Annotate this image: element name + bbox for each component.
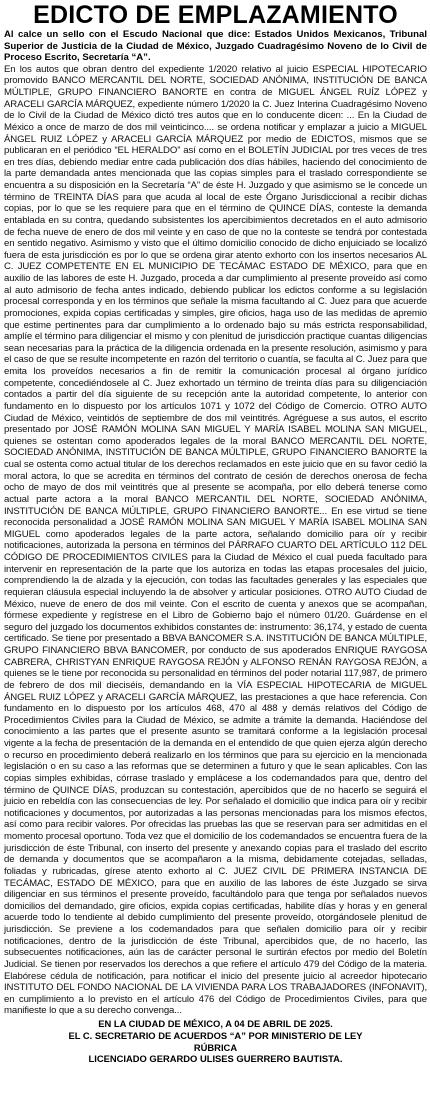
- footer-signer-name: LICENCIADO GERARDO ULISES GUERRERO BAUTISTA.: [88, 1053, 343, 1065]
- footer-signer-role: EL C. SECRETARIO DE ACUERDOS “A” POR MINISTERIO DE LEY: [68, 1029, 363, 1041]
- notice-body: En los autos que obran dentro del expediente 1/2020 relativo al juicio ESPECIAL HIPOTECARIO promovido BANCO MERCANTIL DEL NORTE, SOCIEDAD ANÓNIMA, INSTITUCIÓN DE BANCA MÚLTIPLE, GRUPO FINANCIERO BANORTE en contra de MIGUEL ÁNGEL RUÍZ LÓPEZ y ARACELI GARCÍA MÁRQUEZ, expediente número 1/2020 la C. Juez Interina Cuadragésimo Noveno de lo Civil de la Ciudad de México dictó tres autos que en lo conducente dicen: ... En la Ciudad de México a once de marzo de dos mil veinticinco.... se ordena notificar y emplazar a juicio a MIGUEL ÁNGEL RUIZ LÓPEZ y ARACELI GARCÍA MÁRQUEZ por medio de EDICTOS, mismos que se publicaran en el periódico “EL HERALDO” así como en el BOLETÍN JUDICIAL por tres veces de tres en tres días, debiendo mediar entre cada publicación dos días hábiles, haciendo del conocimiento de la parte demandada antes mencionada que las copias simples para el traslado correspondiente se encuentra a su disposición en la Secretaría “A” de éste H. Juzgado y que asimismo se le concede un término de TREINTA DÍAS para que acuda al local de este Órgano Jurisdiccional a recibir dichas copias, por lo que se les requiere para que en el término de QUINCE DÍAS, conteste la demanda entablada en su contra, quedando subsistentes los apercibimientos decretados en el auto admisorio de fecha nueve de enero de dos mil veinte y en caso de que no la conteste se tendrá por contestada en sentido negativo. Asimismo y visto que el último domicilio conocido de dicho enjuiciado se localizó fuera de esta jurisdicción es por lo que se ordena girar atento exhorto con los insertos necesarios AL C. JUEZ COMPETENTE EN EL MUNICIPIO DE TECÁMAC ESTADO DE MÉXICO, para que en auxilio de las labores de este H. Juzgado, proceda a dar cumplimiento al presente proveído así como al auto admisorio de fecha antes indicado, debiendo publicar los edictos conforme a su legislación procesal corresponda y en los términos que señale la misma facultando al C. Juez para que acuerde promociones, expida copias certificadas y simples, gire oficios, haga uso de las medidas de apremio que estime pertinentes para dar cumplimiento a lo ordenado bajo su más estricta responsabilidad, amplíe el término para diligenciar el mismo y con plenitud de jurisdicción practique cuantas diligencias sean necesarias para la práctica de la diligencia ordenada en la presente resolución, asimismo y para el caso de que se resulte incompetente en razón del territorio o cuantía, se faculta al C. Juez para que emita los proveídos necesarios a fin de remitir la comunicación procesal al órgano jurídico competente, concediéndosele al C. Juez exhortado un término de treinta días para su diligenciación contados a partir del día siguiente de su recepción ante la autoridad competente, lo anterior con fundamento en lo dispuesto por los artículos 1071 y 1072 del Código de Comercio. OTRO AUTO Ciudad de México, veintidós de septiembre de dos mil veintitrés. Agréguese a sus autos, el escrito presentado por JOSÉ RAMÓN MOLINA SAN MIGUEL Y MARÍA ISABEL MOLINA SAN MIGUEL, quienes se ostentan como apoderados legales de la moral BANCO MERCANTIL DEL NORTE, SOCIEDAD ANÓNIMA, INSTITUCIÓN DE BANCA MÚLTIPLE, GRUPO FINANCIERO BANORTE la cual se ostenta como actual titular de los derechos reclamados en este juicio que en su favor cedió la moral actora, lo que se acredita en términos del contrato de cesión de derechos onerosa de fecha ocho de mayo de dos mil veintitrés que al presente se acompaña, por ello deberá tenerse como actual parte actora a la moral BANCO MERCANTIL DEL NORTE, SOCIEDAD ANÓNIMA, INSTITUCIÓN DE BANCA MÚLTIPLE, GRUPO FINANCIERO BANORTE... En ese virtud se tiene reconocida personalidad a JOSÉ RAMÓN MOLINA SAN MIGUEL Y MARÍA ISABEL MOLINA SAN MIGUEL como apoderados legales de la parte actora, señalando domicilio para oír y recibir notificaciones, autorizada la persona en términos del PÁRRAFO CUARTO DEL ARTÍCULO 112 DEL CÓDIGO DE PROCEDIMIENTOS CIVILES para la Ciudad de México el cual pueda facultado para intervenir en representación de la parte que los autoriza en todas las etapas procesales del juicio, comprendiendo la de alzada y la ejecución, con todas las facultades generales y las especiales que requieran cláusula especial incluyendo la de absolver y articular posiciones. OTRO AUTO Ciudad de México, nueve de enero de dos mil veinte. Con el escrito de cuenta y anexos que se acompañan, fórmese expediente y regístrese en el Libro de Gobierno bajo el número 01/20. Guárdense en el seguro del juzgado los documentos exhibidos constantes de: instrumento: 36,174, y estado de cuenta certificado. Se tiene por presentado a BBVA BANCOMER S.A. INSTITUCIÓN DE BANCA MÚLTIPLE, GRUPO FINANCIERO BBVA BANCOMER, por conducto de sus apoderados ENRIQUE RAYGOSA CABRERA, CHRISTYAN ENRIQUE RAYGOSA REJÓN y ALFONSO RENÁN RAYGOSA REJÓN, a quienes se le tiene por reconocida su personalidad en términos del poder notarial 117,987, de primero de febrero de dos mil dieciséis, demandando en la VÍA ESPECIAL HIPOTECARIA de MIGUEL ÁNGEL RUIZ LÓPEZ y ARACELI GARCÍA MÁRQUEZ, las prestaciones a que hace referencia. Con fundamento en lo dispuesto por los artículos 468, 470 al 488 y demás relativos del Código de Procedimientos Civiles para la Ciudad de México, se admite a trámite la demanda. Haciéndose del conocimiento a las partes que el presente asunto se tramitará conforme a la legislación procesal vigente a la fecha de presentación de la demanda en el entendido de que quien ejerza algún derecho o recurso en procedimiento deberá realizarlo en los términos que para su ejercicio en la mencionada legislación o en su caso a las reformas que se determinen a futuro y que le sean aplicables. Con las copias simples exhibidas, córrase traslado y emplácese a los codemandados para que, dentro del término de QUINCE DÍAS, produzcan su contestación, apercibidos que de no hacerlo se seguirá el juicio en rebeldía con las consecuencias de ley. Por señalado el domicilio que indica para oír y recibir notificaciones y documentos, por autorizadas a las personas mencionadas para los mismos efectos, así como para recibir valores. Por ofrecidas las pruebas las que se reservan para ser admitidas en el momento procesal oportuno. Toda vez que el domicilio de los codemandados se encuentra fuera de la jurisdicción de éste Tribunal, con inserto del presente y anexando copias para el traslado del escrito de demanda y documentos que se acompañaron a la misma, debidamente cotejadas, selladas, foliadas y rubricadas, gírese atento exhorto al C. JUEZ CIVIL DE PRIMERA INSTANCIA DE TECÁMAC, ESTADO DE MÉXICO, para que en auxilio de las labores de éste Juzgado se sirva diligenciar en sus términos el presente proveído, facultándolo para que tenga por señalados nuevos domicilios del demandado, gire oficios, expida copias certificadas, habilite días y horas y en general acuerde todo lo tendiente al debido cumplimiento del presente proveído, otorgándosele plenitud de jurisdicción. Se previene a los codemandados para que señalen domicilio para oír y recibir notificaciones, dentro de la jurisdicción de éste Tribunal, apercibidos que, de no hacerlo, las subsecuentes notificaciones, aún las de carácter personal le surtirán efectos por medio del Boletín Judicial. Se tienen por reservados los derechos a que refiere el artículo 479 del Código de la materia. Elabórese cédula de notificación, para notificar el inicio del presente juicio al acreedor hipotecario INSTITUTO DEL FONDO NACIONAL DE LA VIVIENDA PARA LOS TRABAJADORES (INFONAVIT), en cumplimiento a lo previsto en el artículo 476 del Código de Procedimientos Civiles, para que manifieste lo que a su derecho convenga...: [4, 63, 427, 1017]
- notice-header: Al calce un sello con el Escudo Nacional que dice: Estados Unidos Mexicanos, Tribunal Superior de Justicia de la Ciudad de México, Juzgado Cuadragésimo Noveno de lo Civil de Proceso Escrito, Secretaría “A”.: [4, 29, 427, 64]
- notice-title: EDICTO DE EMPLAZAMIENTO: [33, 1, 398, 29]
- notice-footer: [4, 1018, 427, 1065]
- footer-signature-note: RÚBRICA: [193, 1041, 238, 1053]
- footer-place-date: EN LA CIUDAD DE MÉXICO, A 04 DE ABRIL DE 2025.: [98, 1018, 333, 1030]
